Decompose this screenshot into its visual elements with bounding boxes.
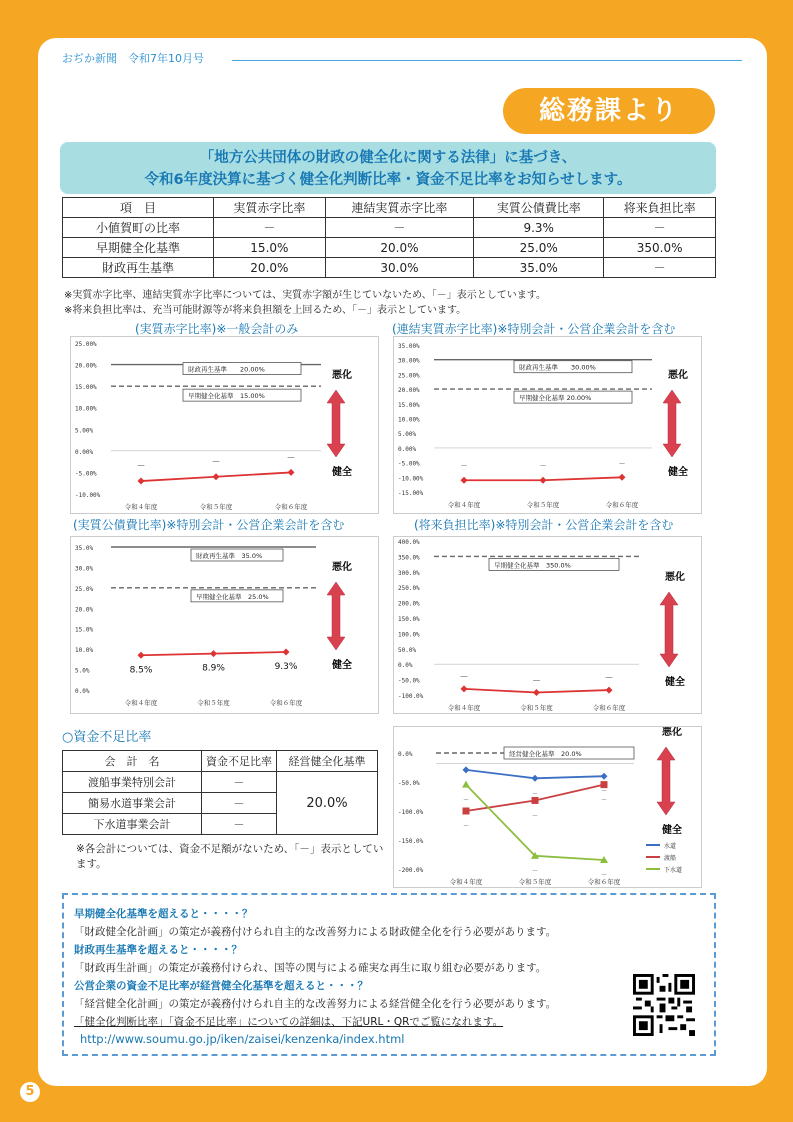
table-header: 連結実質赤字比率	[325, 198, 473, 218]
table-cell: 9.3%	[474, 218, 604, 238]
chart-title: (実質公債費比率)※特別会計・公営企業会計を含む	[73, 518, 345, 532]
y-tick-label: 0.0%	[75, 688, 90, 695]
x-tick-label: 令和５年度	[197, 699, 230, 707]
table-cell: －	[214, 218, 326, 238]
y-tick-label: 0.00%	[398, 445, 417, 453]
table-cell: 渡船事業特別会計	[63, 772, 202, 793]
arrow-label-good: 健全	[668, 467, 688, 478]
data-point	[138, 478, 145, 485]
header-rule	[232, 60, 742, 61]
reference-label: 早期健全化基準 20.00%	[519, 394, 592, 403]
table-cell: 350.0%	[604, 238, 716, 258]
data-label: 9.3%	[274, 662, 298, 673]
detail-url-link[interactable]: http://www.soumu.go.jp/iken/zaisei/kenzenka/index.html	[80, 1032, 405, 1046]
y-tick-label: 20.0%	[75, 606, 94, 614]
table-header: 実質公債費比率	[474, 198, 604, 218]
data-point	[283, 649, 290, 656]
table-cell: －	[202, 814, 277, 835]
y-tick-label: -50.0%	[398, 677, 420, 685]
table-cell: 財政再生基準	[63, 258, 214, 278]
data-label: －	[604, 674, 614, 685]
data-label: －	[618, 459, 626, 468]
health-arrow-icon	[327, 582, 345, 650]
y-tick-label: 400.0%	[398, 539, 420, 546]
data-point	[533, 689, 540, 696]
y-tick-label: -100.0%	[398, 809, 424, 816]
table-cell: 30.0%	[325, 258, 473, 278]
y-tick-label: -10.00%	[75, 492, 101, 499]
reference-label: 早期健全化基準 25.0%	[196, 592, 269, 601]
data-point	[463, 766, 470, 773]
table-cell: 15.0%	[214, 238, 326, 258]
reference-label: 早期健全化基準 350.0%	[494, 561, 571, 570]
x-tick-label: 令和４年度	[447, 704, 481, 712]
y-tick-label: 30.00%	[398, 357, 420, 365]
page-number: 5	[20, 1082, 40, 1102]
data-label: －	[286, 453, 296, 464]
y-tick-label: 250.0%	[398, 585, 420, 593]
fund-shortage-chart	[393, 726, 702, 888]
info-text: 「財政再生計画」の策定が義務付けられ、国等の関与による確実な再生に取り組む必要があります。	[74, 962, 547, 974]
x-tick-label: 令和６年度	[592, 704, 626, 712]
y-tick-label: -5.00%	[75, 470, 97, 478]
x-tick-label: 令和４年度	[124, 699, 158, 707]
arrow-label-bad: 悪化	[332, 562, 352, 573]
qr-code-icon[interactable]	[633, 974, 695, 1036]
data-label: －	[136, 462, 146, 473]
y-tick-label: 15.0%	[75, 626, 94, 634]
x-tick-label: 令和６年度	[605, 501, 639, 509]
data-point	[601, 781, 608, 788]
y-tick-label: -200.0%	[398, 867, 424, 874]
y-tick-label: 20.00%	[398, 387, 420, 395]
data-label: －	[531, 867, 539, 875]
x-tick-label: 令和４年度	[124, 503, 158, 511]
notice-title-line2: 令和6年度決算に基づく健全化判断比率・資金不足比率をお知らせします。	[144, 172, 632, 188]
data-point	[601, 773, 608, 780]
table-header: 会 計 名	[63, 751, 202, 772]
data-label: －	[600, 872, 608, 880]
y-tick-label: 5.00%	[75, 427, 94, 435]
health-arrow-icon	[327, 390, 345, 457]
table-cell: 20.0%	[325, 238, 473, 258]
legend-label: 水道	[664, 843, 677, 850]
chart-title: (連結実質赤字比率)※特別会計・公営企業会計を含む	[392, 322, 676, 336]
ratio-note-2: ※将来負担比率は、充当可能財源等が将来負担額を上回るため、「－」表示としています。	[64, 305, 467, 316]
arrow-label-bad: 悪化	[668, 370, 688, 381]
info-heading: 早期健全化基準を超えると・・・・？	[74, 908, 253, 920]
y-tick-label: -5.00%	[398, 460, 420, 468]
reference-label: 財政再生基準 30.00%	[519, 363, 596, 372]
table-header: 将来負担比率	[604, 198, 716, 218]
data-label: －	[539, 462, 547, 471]
notice-title	[60, 142, 716, 194]
y-tick-label: -150.0%	[398, 838, 424, 845]
reference-label: 早期健全化基準 15.00%	[188, 392, 265, 401]
x-tick-label: 令和４年度	[447, 501, 481, 509]
data-point	[213, 473, 220, 480]
x-tick-label: 令和６年度	[269, 699, 303, 707]
y-tick-label: 10.00%	[75, 405, 97, 413]
health-arrow-icon	[657, 747, 675, 815]
y-tick-label: 25.00%	[398, 372, 420, 380]
table-cell: 早期健全化基準	[63, 238, 214, 258]
ratio-note-1: ※実質赤字比率、連結実質赤字比率については、実質赤字額が生じていないため、「－」表示としています。	[64, 290, 546, 301]
arrow-label-good: 健全	[665, 677, 685, 688]
x-tick-label: 令和４年度	[449, 878, 483, 886]
newsletter-header: おぢか新聞 令和7年10月号	[62, 52, 204, 65]
section-badge: 総務課より	[503, 88, 715, 134]
table-cell: －	[604, 218, 716, 238]
fund-section-title: ○資金不足比率	[62, 730, 152, 745]
y-tick-label: 0.0%	[398, 662, 413, 670]
info-text: 「健全化判断比率」「資金不足比率」についての詳細は、下記URL・QRでご覧になれます。	[74, 1016, 504, 1028]
fund-note: ※各会計については、資金不足額がないため、「－」表示としています。	[76, 843, 384, 870]
table-row	[63, 238, 716, 258]
arrow-label-good: 健全	[662, 825, 682, 836]
arrow-label-bad: 悪化	[665, 572, 685, 583]
info-text: 「財政健全化計画」の策定が義務付けられ自主的な改善努力による財政健全化を行う必要があります。	[74, 926, 557, 938]
reference-label: 経営健全化基準 20.0%	[509, 750, 582, 758]
table-cell: 25.0%	[474, 238, 604, 258]
table-cell: 下水道事業会計	[63, 814, 202, 835]
data-label: －	[531, 790, 539, 798]
data-label: 8.9%	[202, 663, 225, 674]
y-tick-label: 10.00%	[398, 416, 420, 424]
data-label: －	[460, 462, 468, 471]
y-tick-label: 0.00%	[75, 448, 94, 456]
notice-title-line1: 「地方公共団体の財政の健全化に関する法律」に基づき、	[199, 150, 577, 166]
table-cell: 20.0%	[214, 258, 326, 278]
chart-title: (実質赤字比率)※一般会計のみ	[135, 322, 299, 336]
y-tick-label: 20.00%	[75, 362, 97, 370]
reference-label: 財政再生基準 35.0%	[196, 552, 263, 560]
table-cell: 小値賀町の比率	[63, 218, 214, 238]
table-header: 経営健全化基準	[277, 751, 378, 772]
y-tick-label: -100.0%	[398, 693, 424, 700]
y-tick-label: 200.0%	[398, 600, 420, 608]
data-point	[288, 469, 295, 476]
x-tick-label: 令和５年度	[526, 501, 560, 509]
data-point	[138, 652, 145, 659]
reference-label: 財政再生基準 20.00%	[188, 365, 265, 374]
future-burden-chart	[393, 536, 702, 714]
data-point	[463, 808, 470, 815]
data-label: －	[531, 812, 539, 820]
data-point	[461, 685, 468, 692]
x-tick-label: 令和６年度	[274, 503, 308, 511]
chart-title: (将来負担比率)※特別会計・公営企業会計を含む	[414, 518, 674, 532]
consolidated-deficit-chart	[393, 336, 702, 514]
data-label: －	[459, 672, 469, 683]
table-row	[63, 258, 716, 278]
data-point	[619, 474, 626, 481]
y-tick-label: 15.00%	[398, 401, 420, 409]
ratio-table	[62, 197, 716, 278]
table-cell: －	[325, 218, 473, 238]
y-tick-label: 30.0%	[75, 565, 94, 573]
data-label: －	[600, 788, 608, 796]
health-arrow-icon	[660, 592, 678, 667]
debt-service-chart	[70, 536, 379, 714]
data-label: －	[462, 823, 470, 830]
arrow-label-bad: 悪化	[662, 727, 682, 738]
y-tick-label: -50.0%	[398, 780, 420, 787]
data-label: －	[462, 796, 470, 804]
legend-label: 渡船	[664, 855, 677, 862]
y-tick-label: 10.0%	[75, 647, 94, 655]
data-label: －	[211, 457, 221, 468]
data-label: －	[600, 796, 608, 804]
table-cell: 35.0%	[474, 258, 604, 278]
legend-label: 下水道	[664, 867, 683, 874]
data-point	[210, 650, 217, 657]
fund-table	[62, 750, 378, 835]
data-point	[606, 687, 613, 694]
arrow-label-good: 健全	[332, 467, 352, 478]
y-tick-label: 0.0%	[398, 751, 413, 758]
table-cell: 簡易水道事業会計	[63, 793, 202, 814]
table-header: 資金不足比率	[202, 751, 277, 772]
x-tick-label: 令和５年度	[518, 878, 552, 886]
table-row	[63, 772, 378, 793]
table-cell: 20.0%	[277, 772, 378, 835]
data-point	[532, 797, 539, 804]
table-cell: －	[604, 258, 716, 278]
health-arrow-icon	[663, 390, 681, 457]
deficit-ratio-chart	[70, 336, 379, 514]
x-tick-label: 令和５年度	[199, 503, 233, 511]
info-heading: 財政再生基準を超えると・・・・？	[74, 944, 242, 956]
data-point	[461, 477, 468, 484]
y-tick-label: 25.00%	[75, 341, 97, 348]
info-text: 「経営健全化計画」の策定が義務付けられ自主的な改善努力による経営健全化を行う必要があります。	[74, 998, 557, 1010]
table-header: 実質赤字比率	[214, 198, 326, 218]
y-tick-label: -15.00%	[398, 490, 424, 497]
arrow-label-bad: 悪化	[332, 370, 352, 381]
table-header: 項 目	[63, 198, 214, 218]
y-tick-label: 5.0%	[75, 667, 90, 675]
data-label: －	[531, 676, 542, 687]
info-heading: 公営企業の資金不足比率が経営健全化基準を超えると・・・？	[74, 980, 368, 992]
data-point	[532, 775, 539, 782]
table-cell: －	[202, 793, 277, 814]
data-point	[540, 477, 547, 484]
table-row	[63, 218, 716, 238]
x-tick-label: 令和６年度	[587, 878, 621, 886]
y-tick-label: 35.00%	[398, 343, 420, 350]
y-tick-label: 15.00%	[75, 384, 97, 392]
table-cell: －	[202, 772, 277, 793]
y-tick-label: 35.0%	[75, 545, 94, 552]
y-tick-label: 25.0%	[75, 585, 94, 593]
y-tick-label: 100.0%	[398, 631, 420, 639]
y-tick-label: -10.00%	[398, 475, 424, 483]
y-tick-label: 350.0%	[398, 554, 420, 562]
y-tick-label: 150.0%	[398, 616, 420, 623]
data-label: 8.5%	[129, 665, 153, 676]
y-tick-label: 5.00%	[398, 431, 417, 439]
y-tick-label: 50.0%	[398, 646, 417, 654]
x-tick-label: 令和５年度	[520, 704, 553, 712]
y-tick-label: 300.0%	[398, 569, 420, 577]
arrow-label-good: 健全	[332, 660, 352, 671]
